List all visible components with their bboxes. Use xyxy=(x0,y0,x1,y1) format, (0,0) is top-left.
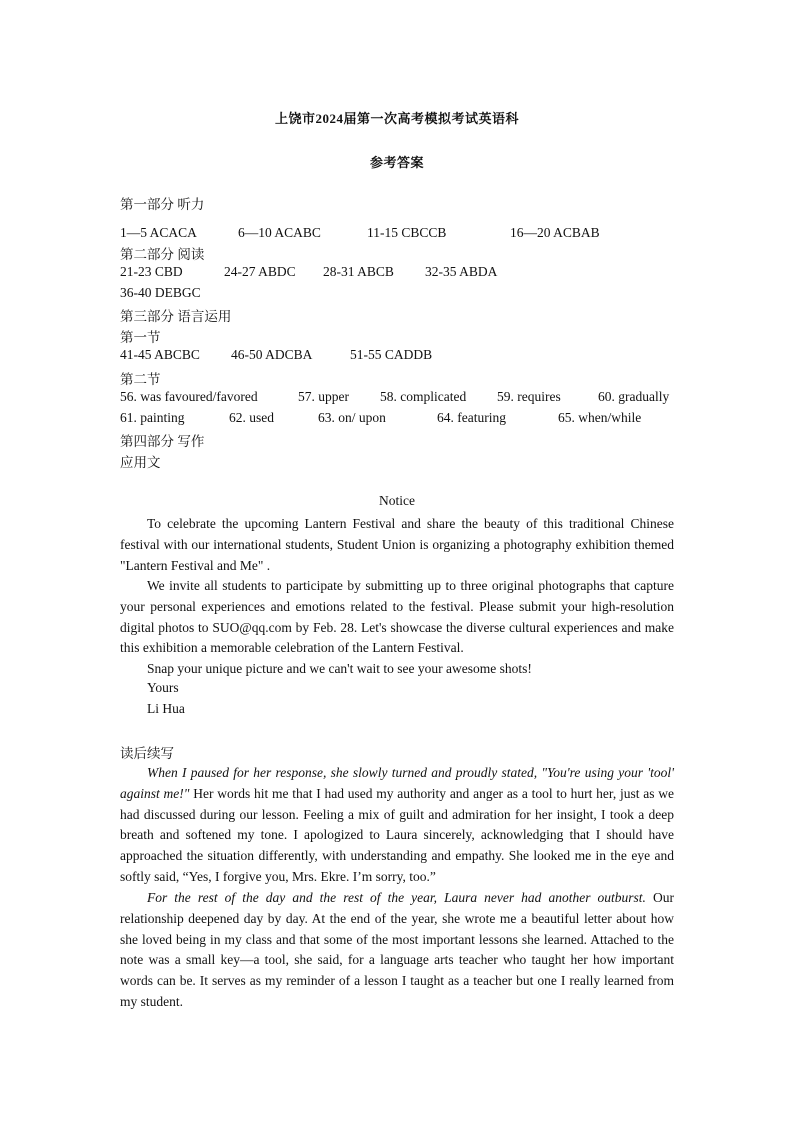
continuation-paragraph xyxy=(120,763,674,888)
part2-answer: 24-27 ABDC xyxy=(224,264,296,279)
part2-answer: 36-40 DEBGC xyxy=(120,285,201,300)
continuation-opening-sentence: For the rest of the day and the rest of the year, Laura never had another outburst. xyxy=(147,890,646,905)
part4-heading: 第四部分 写作 xyxy=(120,434,205,449)
notice-title: Notice xyxy=(379,493,415,508)
part3-answer: 64. featuring xyxy=(437,410,506,425)
continuation-paragraph xyxy=(120,888,674,1013)
part1-answer: 16—20 ACBAB xyxy=(510,225,600,240)
part2-answer: 28-31 ABCB xyxy=(323,264,394,279)
notice-paragraph: To celebrate the upcoming Lantern Festival and share the beauty of this traditional Chinese festival with our international students, Student Union is organizing a photography exhibition themed "Lantern Festival and Me" . xyxy=(120,516,674,573)
part1-answer: 11-15 CBCCB xyxy=(367,225,447,240)
part3-heading: 第三部分 语言运用 xyxy=(120,309,232,324)
part3-answer: 65. when/while xyxy=(558,410,642,425)
continuation-body: Our relationship deepened day by day. At the end of the year, she wrote me a beautiful letter about how she loved being in my class and that some of the most important lessons she learned. Attached to the note was a small key—a tool, she said, for a language arts teacher who taught her how important words can be. It serves as my reminder of a lesson I taught as a teacher but one I really learned from my student. xyxy=(120,890,674,1009)
part2-answer: 32-35 ABDA xyxy=(425,264,498,279)
continuation-opening-sentence: When I paused for her response, she slowly turned and proudly stated, "You're using your 'tool' against me!" xyxy=(120,765,674,801)
notice-signature: Li Hua xyxy=(147,701,185,716)
part3-answer: 56. was favoured/favored xyxy=(120,389,258,404)
part1-heading: 第一部分 听力 xyxy=(120,197,205,212)
part3-answer: 60. gradually xyxy=(598,389,670,404)
part3-answer: 46-50 ADCBA xyxy=(231,347,313,362)
document-subtitle: 参考答案 xyxy=(369,155,424,170)
part3-section1-heading: 第一节 xyxy=(120,330,161,345)
part3-section2-heading: 第二节 xyxy=(120,372,161,387)
notice-closing: Yours xyxy=(147,680,179,695)
part3-answer: 59. requires xyxy=(497,389,561,404)
applied-writing-heading: 应用文 xyxy=(120,455,161,470)
part3-answer: 61. painting xyxy=(120,410,185,425)
part3-answer: 51-55 CADDB xyxy=(350,347,433,362)
part3-answer: 63. on/ upon xyxy=(318,410,386,425)
part3-answer: 41-45 ABCBC xyxy=(120,347,200,362)
notice-paragraph: Snap your unique picture and we can't wait to see your awesome shots! xyxy=(147,661,532,676)
part2-heading: 第二部分 阅读 xyxy=(120,247,205,262)
part2-answer: 21-23 CBD xyxy=(120,264,183,279)
part3-answer: 62. used xyxy=(229,410,274,425)
part1-answer: 1—5 ACACA xyxy=(120,225,197,240)
notice-paragraph: We invite all students to participate by submitting up to three original photographs that capture your personal experiences and emotions related to the festival. Please submit your high-resolution digital photos to SUO@qq.com by Feb. 28. Let's showcase the diverse cultural experiences and make this exhibition a memorable celebration of the Lantern Festival. xyxy=(120,578,674,656)
part3-answer: 58. complicated xyxy=(380,389,467,404)
continuation-writing-heading: 读后续写 xyxy=(120,746,174,761)
continuation-body: Her words hit me that I had used my authority and anger as a tool to hurt her, just as we had discussed during our lesson. Feeling a mix of guilt and admiration for her insight, I took a deep breath and softened my tone. I apologized to Laura sincerely, acknowledging that I should have approached the situation differently, with understanding and empathy. She looked me in the eye and softly said, “Yes, I forgive you, Mrs. Ekre. I’m sorry, too.” xyxy=(120,785,674,884)
part3-answer: 57. upper xyxy=(298,389,349,404)
document-title: 上饶市2024届第一次高考模拟考试英语科 xyxy=(274,111,519,126)
part1-answer: 6—10 ACABC xyxy=(238,225,321,240)
